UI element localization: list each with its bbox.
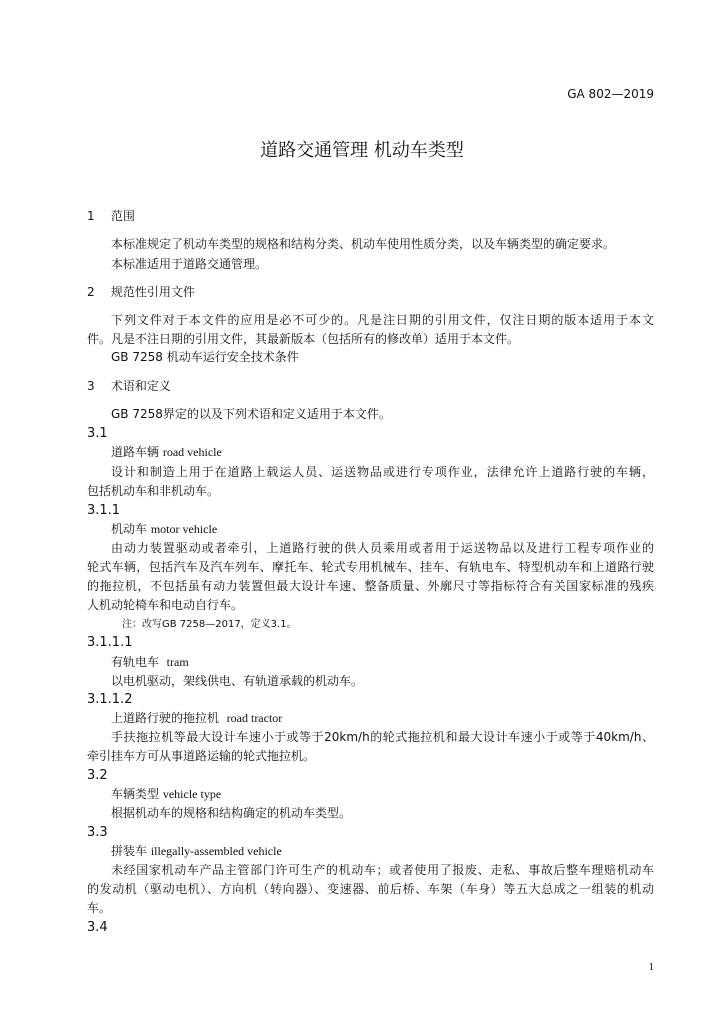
standard-code: GA 802—2019: [567, 87, 654, 101]
term-name: [111, 710, 282, 727]
definition-line: 由动力装置驱动或者牵引，上道路行驶的供人员乘用或者用于运送物品以及进行工程专项作业的: [111, 541, 654, 555]
term-name: [111, 654, 189, 671]
term-number: 3.3: [87, 825, 108, 840]
section-heading-terms: [87, 378, 171, 395]
section-title: 范围: [110, 209, 135, 223]
term-name: [111, 786, 221, 803]
definition-line: 牵引挂车方可从事道路运输的轮式拖拉机。: [87, 749, 316, 763]
section-number: 3: [87, 379, 95, 393]
term-name-en: vehicle type: [162, 787, 222, 801]
term-name-en: road tractor: [226, 711, 283, 725]
term-name-zh: 上道路行驶的拖拉机: [111, 711, 220, 725]
paragraph-line: 件。凡是不注日期的引用文件，其最新版本（包括所有的修改单）适用于本文件。: [87, 332, 520, 346]
term-number: 3.1.1.1: [87, 635, 133, 650]
section-title: 术语和定义: [110, 379, 171, 393]
term-name-en: motor vehicle: [150, 522, 218, 536]
term-number: 3.2: [87, 768, 108, 783]
definition-line: 轮式车辆，包括汽车及汽车列车、摩托车、轮式专用机械车、挂车、有轨电车、特型机动车和上道路行驶: [87, 560, 654, 574]
note: 注：改写GB 7258—2017，定义3.1。: [122, 619, 297, 630]
paragraph-line: 本标准适用于道路交通管理。: [111, 257, 268, 271]
term-name: [111, 843, 282, 860]
section-number: 2: [87, 285, 95, 299]
definition-line: 的发动机（驱动电机）、方向机（转向器）、变速器、前后桥、车架（车身）等五大总成之一组装的机动: [87, 882, 654, 896]
section-number: 1: [87, 209, 95, 223]
term-number: 3.1.1.2: [87, 692, 133, 707]
paragraph-line: 下列文件对于本文件的应用是必不可少的。凡是注日期的引用文件，仅注日期的版本适用于本文: [111, 313, 654, 327]
reference-item: GB 7258 机动车运行安全技术条件: [111, 350, 299, 364]
definition-line: 根据机动车的规格和结构确定的机动车类型。: [111, 806, 352, 820]
definition-line: 未经国家机动车产品主管部门许可生产的机动车；或者使用了报废、走私、事故后整车理赔机动车: [111, 863, 654, 877]
term-name-en: road vehicle: [162, 445, 222, 459]
section-heading-normative-references: [87, 284, 195, 301]
paragraph-line: 本标准规定了机动车类型的规格和结构分类、机动车使用性质分类，以及车辆类型的确定要求。: [111, 237, 616, 251]
page-number: 1: [648, 961, 654, 973]
definition-line: 人机动轮椅车和电动自行车。: [87, 598, 244, 612]
term-number: 3.1.1: [87, 503, 121, 518]
document-title: 道路交通管理 机动车类型: [260, 140, 464, 161]
term-name: [111, 444, 222, 461]
term-number: 3.1: [87, 426, 108, 441]
term-name-zh: 拼装车: [111, 844, 148, 858]
term-name: [111, 521, 217, 538]
term-name-zh: 机动车: [111, 522, 148, 536]
term-number: 3.4: [87, 920, 108, 935]
term-name-zh: 有轨电车: [111, 655, 160, 669]
definition-line: 手扶拖拉机等最大设计车速小于或等于20km/h的轮式拖拉机和最大设计车速小于或等于40km/h、: [111, 730, 654, 744]
term-name-zh: 车辆类型: [111, 787, 160, 801]
definition-line: 设计和制造上用于在道路上载运人员、运送物品或进行专项作业，法律允许上道路行驶的车辆，: [111, 465, 654, 479]
paragraph-line: GB 7258界定的以及下列术语和定义适用于本文件。: [111, 407, 391, 421]
term-name-en: illegally-assembled vehicle: [150, 844, 282, 858]
section-heading-scope: [87, 208, 135, 225]
definition-line: 以电机驱动，架线供电、有轨道承载的机动车。: [111, 674, 364, 688]
term-name-zh: 道路车辆: [111, 445, 160, 459]
definition-line: 的拖拉机，不包括虽有动力装置但最大设计车速、整备质量、外廓尺寸等指标符合有关国家标准的残疾: [87, 579, 654, 593]
term-name-en: tram: [166, 655, 189, 669]
definition-line: 包括机动车和非机动车。: [87, 484, 220, 498]
definition-line: 车。: [87, 901, 112, 915]
section-title: 规范性引用文件: [110, 285, 195, 299]
